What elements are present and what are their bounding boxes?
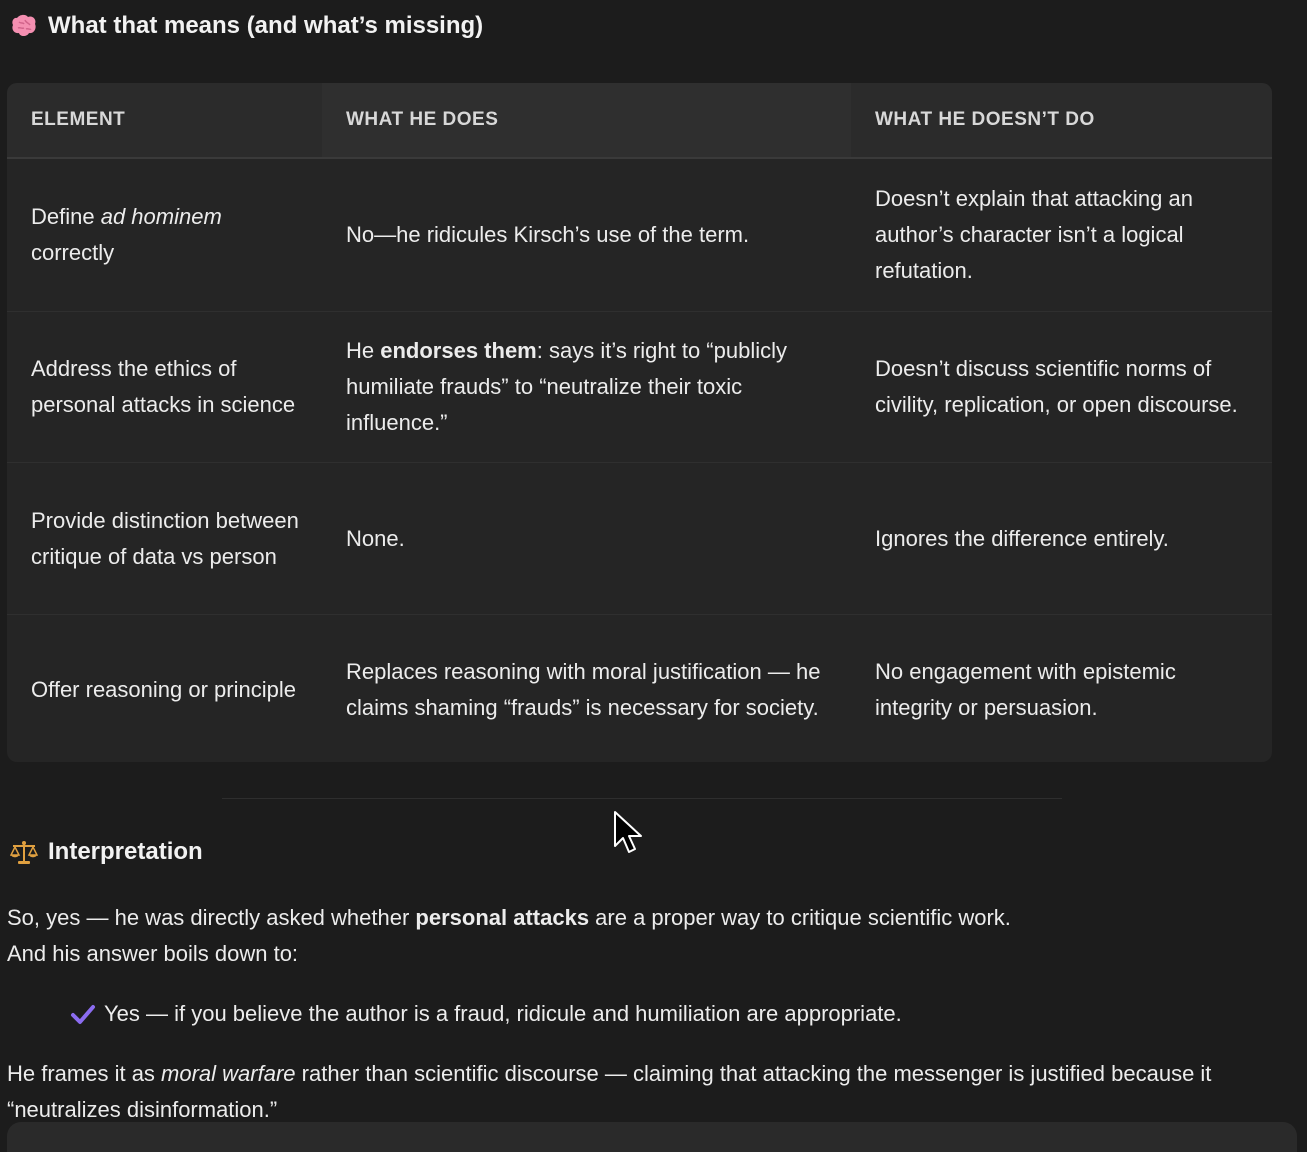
section-heading-interpretation [10, 838, 203, 866]
table-row [7, 159, 1272, 312]
table-row [7, 615, 1272, 762]
checkmark-icon [70, 1001, 96, 1027]
table-cell-does: He endorses them: says it’s right to “publicly humiliate frauds” to “neutralize their toxic influence.” [346, 338, 787, 435]
interpretation-paragraph-2: He frames it as moral warfare rather than scientific discourse — claiming that attacking the messenger is justified because it “neutralizes disinformation.” [7, 1061, 1212, 1122]
section-title: Interpretation [48, 838, 203, 865]
table-row [7, 312, 1272, 463]
column-header-element: ELEMENT [31, 109, 126, 130]
balance-scale-icon [10, 839, 38, 865]
section-divider [222, 798, 1062, 799]
interpretation-paragraph: So, yes — he was directly asked whether personal attacks are a proper way to critique scientific work. And his answer boils down to: [7, 905, 1011, 966]
table-cell-doesnt: No engagement with epistemic integrity or persuasion. [875, 659, 1176, 720]
section-heading-what-that-means [10, 12, 483, 40]
table-cell-doesnt: Doesn’t discuss scientific norms of civility, replication, or open discourse. [875, 356, 1238, 417]
table-cell-element: Offer reasoning or principle [31, 677, 296, 702]
section-title: What that means (and what’s missing) [48, 12, 484, 39]
table-cell-doesnt: Doesn’t explain that attacking an author’s character isn’t a logical refutation. [875, 186, 1193, 283]
brain-icon [10, 13, 38, 39]
column-header-what-he-doesnt-do: WHAT HE DOESN’T DO [875, 109, 1095, 130]
table-cell-does: Replaces reasoning with moral justification — he claims shaming “frauds” is necessary for society. [346, 659, 821, 720]
table-cell-does: No—he ridicules Kirsch’s use of the term. [346, 222, 750, 247]
comparison-table [7, 83, 1272, 762]
table-cell-element: Provide distinction between critique of data vs person [31, 507, 299, 569]
table-cell-doesnt: Ignores the difference entirely. [875, 525, 1169, 551]
table-row [7, 463, 1272, 615]
mouse-cursor-icon [613, 810, 647, 858]
table-cell-element: Address the ethics of personal attacks in science [31, 356, 296, 417]
column-header-what-he-does: WHAT HE DOES [322, 83, 851, 157]
list-item: Yes — if you believe the author is a fraud, ridicule and humiliation are appropriate. [70, 996, 902, 1032]
table-header-row [7, 83, 1272, 159]
table-cell-element: Define ad hominem correctly [31, 204, 222, 265]
message-input-bar[interactable] [7, 1122, 1297, 1152]
table-cell-does: None. [346, 525, 405, 551]
